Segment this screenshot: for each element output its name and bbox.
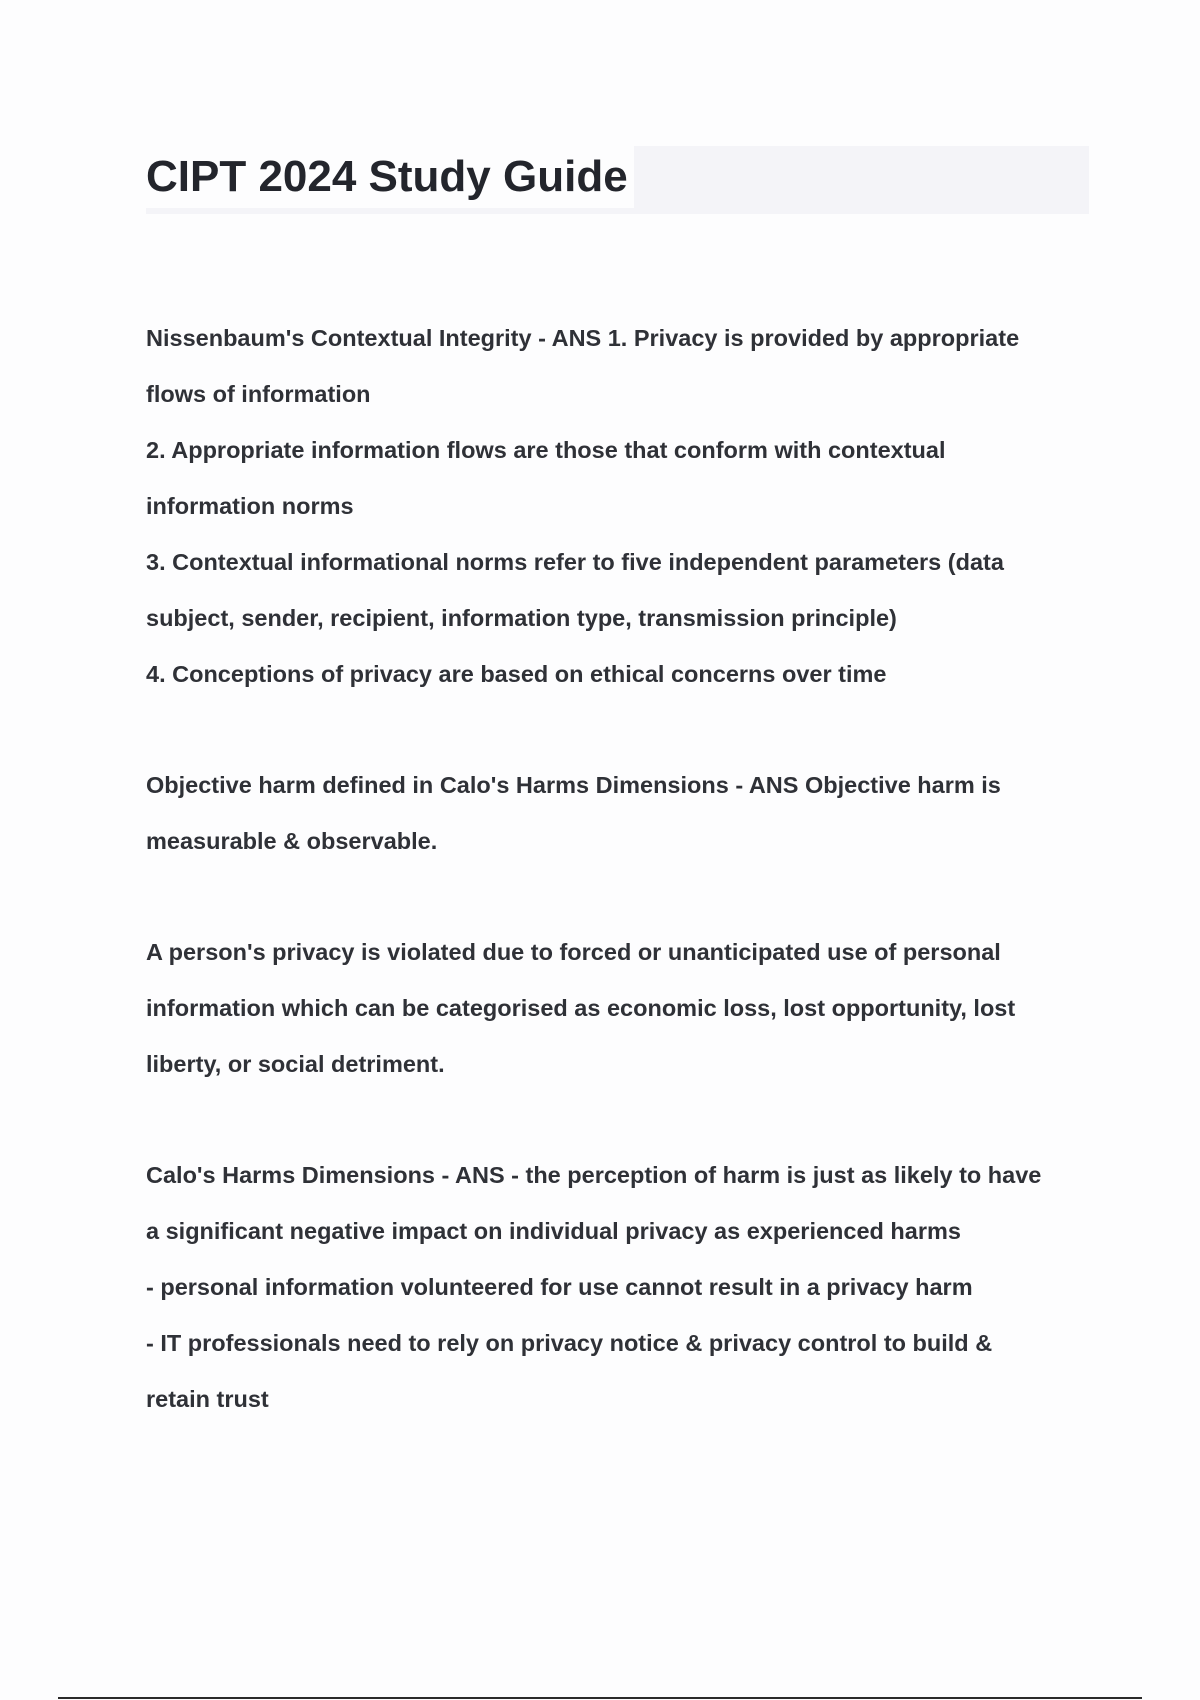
entry-privacy-violation <box>146 924 1086 1092</box>
text-line: flows of information <box>146 381 371 407</box>
text-line: a significant negative impact on individual privacy as experienced harms <box>146 1218 961 1244</box>
text-line: A person's privacy is violated due to forced or unanticipated use of personal <box>146 939 1001 965</box>
text-line: Calo's Harms Dimensions - ANS - the perception of harm is just as likely to have <box>146 1162 1042 1188</box>
text-line: - IT professionals need to rely on privacy notice & privacy control to build & <box>146 1330 993 1356</box>
page-title: CIPT 2024 Study Guide <box>146 146 634 208</box>
text-line: information norms <box>146 493 354 519</box>
text-line: measurable & observable. <box>146 828 438 854</box>
text-line: 2. Appropriate information flows are those that conform with contextual <box>146 437 946 463</box>
entry-calo-harms-dimensions <box>146 1147 1086 1427</box>
footer-divider <box>58 1697 1142 1699</box>
entry-contextual-integrity <box>146 310 1086 702</box>
text-line: Nissenbaum's Contextual Integrity - ANS 1. Privacy is provided by appropriate <box>146 325 1020 351</box>
text-line: subject, sender, recipient, information type, transmission principle) <box>146 605 897 631</box>
text-line: Objective harm defined in Calo's Harms Dimensions - ANS Objective harm is <box>146 772 1001 798</box>
entry-objective-harm <box>146 757 1086 869</box>
text-line: information which can be categorised as economic loss, lost opportunity, lost <box>146 995 1016 1021</box>
study-guide-content <box>146 310 1086 1482</box>
text-line: 4. Conceptions of privacy are based on ethical concerns over time <box>146 661 887 687</box>
text-line: retain trust <box>146 1386 269 1412</box>
text-line: 3. Contextual informational norms refer to five independent parameters (data <box>146 549 1004 575</box>
text-line: - personal information volunteered for use cannot result in a privacy harm <box>146 1274 973 1300</box>
text-line: liberty, or social detriment. <box>146 1051 445 1077</box>
